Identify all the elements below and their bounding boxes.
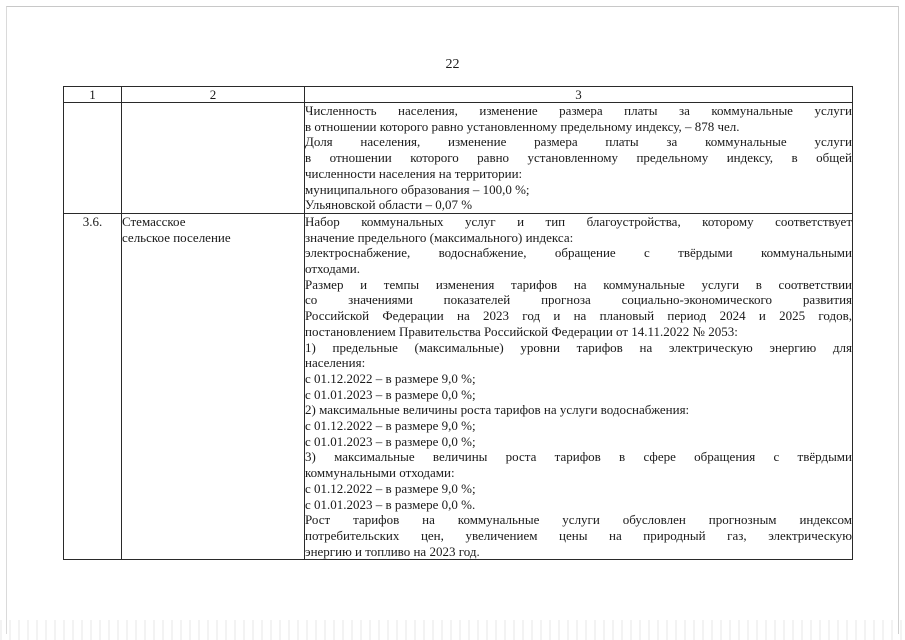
page-number: 22 [445, 57, 460, 72]
table-header-row [64, 87, 853, 103]
text-line: коммунальными отходами: [305, 465, 455, 481]
text-line: 3) максимальные величины роста тарифов в сфере обращения с твёрдыми [305, 449, 852, 465]
text-line: Российской Федерации на 2023 год и на плановый период 2024 и 2025 годов, [305, 308, 852, 324]
text-line: в отношении которого равно установленному предельному индексу, – 878 чел. [305, 118, 740, 134]
scan-noise [0, 620, 905, 640]
column-header-2: 2 [122, 87, 305, 103]
text-line: Ульяновской области – 0,07 % [305, 197, 473, 213]
text-line: с 01.12.2022 – в размере 9,0 %; [305, 370, 476, 386]
column-header-1: 1 [64, 87, 122, 103]
text-line: значение предельного (максимального) индекса: [305, 229, 574, 245]
text-line: населения: [305, 355, 366, 371]
text-line: с 01.01.2023 – в размере 0,0 %. [305, 496, 476, 512]
text-line: численности населения на территории: [305, 165, 523, 181]
text-line: Численность населения, изменение размера платы за коммунальные услуги [305, 103, 852, 118]
text-line: Рост тарифов на коммунальные услуги обусловлен прогнозным индексом [305, 512, 852, 528]
row-content-cell [305, 213, 853, 559]
text-line: электроснабжение, водоснабжение, обращение с твёрдыми коммунальными [305, 245, 852, 261]
text-line: 1) предельные (максимальные) уровни тарифов на электрическую энергию для [305, 339, 852, 355]
text-line: постановлением Правительства Российской Федерации от 14.11.2022 № 2053: [305, 323, 738, 339]
text-line: со значениями показателей прогноза социально-экономического развития [305, 292, 852, 308]
text-line: с 01.01.2023 – в размере 0,0 %; [305, 433, 476, 449]
row-number-cell [64, 103, 122, 214]
settlement-name-line: сельское поселение [122, 229, 231, 245]
table-row [64, 213, 853, 559]
row-number-cell: 3.6. [64, 213, 122, 559]
settlement-name-cell [122, 103, 305, 214]
text-line: 2) максимальные величины роста тарифов на услуги водоснабжения: [305, 402, 690, 418]
text-line: с 01.01.2023 – в размере 0,0 %; [305, 386, 476, 402]
text-line: муниципального образования – 100,0 %; [305, 181, 530, 197]
text-line: отходами. [305, 261, 360, 277]
text-line: Размер и темпы изменения тарифов на коммунальные услуги в соответствии [305, 276, 852, 292]
text-line: Доля населения, изменение размера платы за коммунальные услуги [305, 134, 852, 150]
text-line: потребительских цен, увеличением цены на природный газ, электрическую [305, 527, 852, 543]
settlement-name-line: Стемасское [122, 213, 186, 229]
tariff-table [63, 86, 853, 560]
column-header-3: 3 [305, 87, 853, 103]
settlement-name-cell [122, 213, 305, 559]
text-line: с 01.12.2022 – в размере 9,0 %; [305, 480, 476, 496]
table-row [64, 103, 853, 214]
text-line: Набор коммунальных услуг и тип благоустройства, которому соответствует [305, 213, 852, 229]
text-line: с 01.12.2022 – в размере 9,0 %; [305, 418, 476, 434]
text-line: энергию и топливо на 2023 год. [305, 543, 480, 559]
text-line: в отношении которого равно установленному предельному индексу, в общей [305, 150, 852, 166]
row-content-cell [305, 103, 853, 214]
